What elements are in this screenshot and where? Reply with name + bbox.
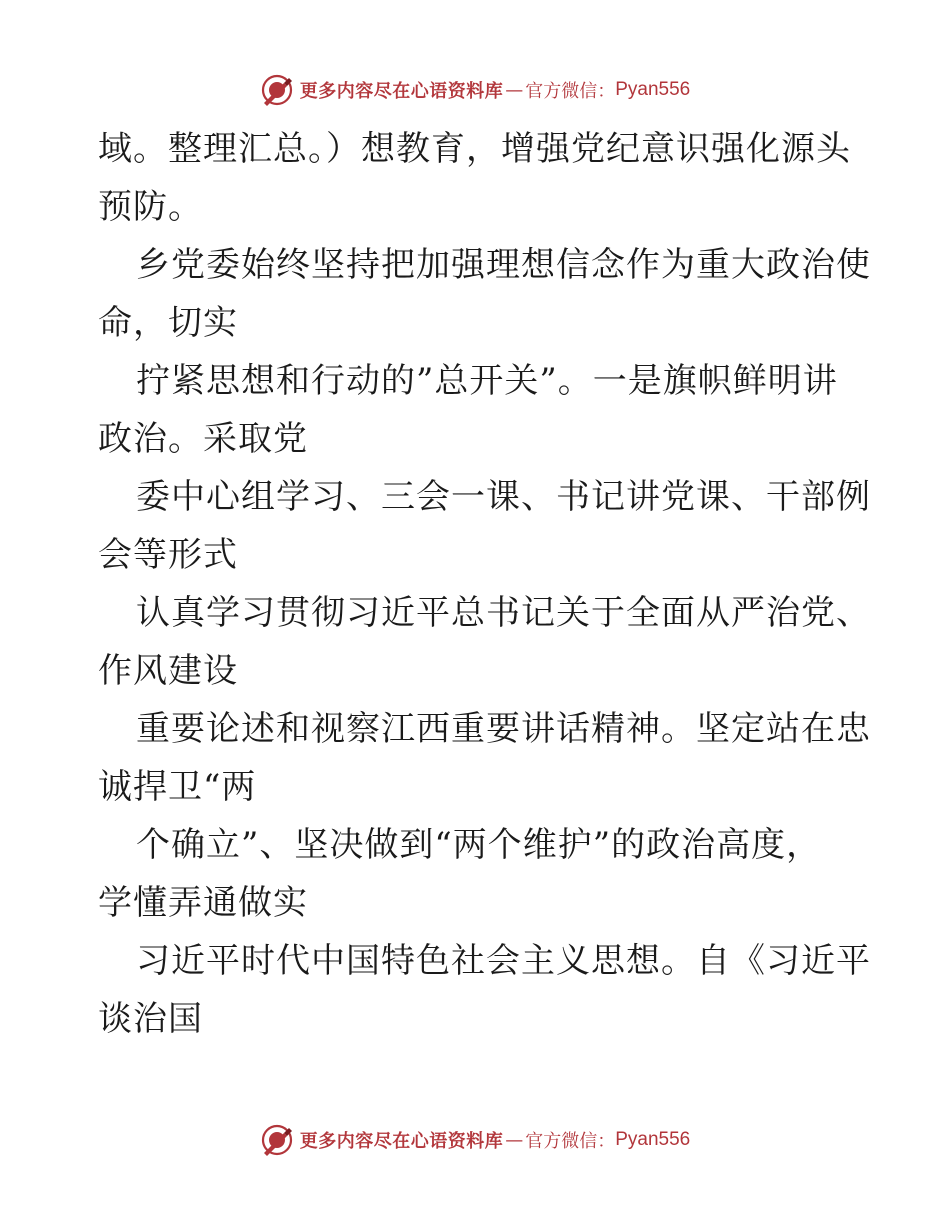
- pen-logo-icon: [260, 1123, 294, 1157]
- brand-separator: —: [505, 79, 524, 101]
- text-line: 重要论述和视察江西重要讲话精神。坚定站在忠: [136, 709, 871, 749]
- text-line: 预防。: [98, 187, 203, 227]
- text-line: 拧紧思想和行动的”总开关”。一是旗帜鲜明讲: [136, 361, 838, 401]
- document-body: [98, 120, 871, 1048]
- text-line: 委中心组学习、三会一课、书记讲党课、干部例: [136, 477, 871, 517]
- brand-text: 更多内容尽在心语资料库: [299, 81, 504, 102]
- text-line: 作风建设: [98, 651, 238, 691]
- wechat-id: Pyan556: [615, 79, 691, 100]
- text-line: 个确立”、坚决做到“两个维护”的政治高度，: [136, 825, 822, 865]
- text-line: 乡党委始终坚持把加强理想信念作为重大政治使: [136, 245, 871, 285]
- header-banner: [0, 70, 950, 110]
- official-wechat-label: 官方微信：: [525, 1131, 616, 1152]
- text-line: 诚捍卫“两: [98, 767, 257, 807]
- text-line: 学懂弄通做实: [98, 883, 308, 923]
- official-wechat-label: 官方微信：: [525, 81, 616, 102]
- text-line: 命，切实: [98, 303, 238, 343]
- pen-logo-icon: [260, 73, 294, 107]
- footer-banner: [0, 1120, 950, 1160]
- text-line: 域。整理汇总。）想教育，增强党纪意识强化源头: [98, 129, 851, 169]
- text-line: 会等形式: [98, 535, 238, 575]
- wechat-id: Pyan556: [615, 1129, 691, 1150]
- text-line: 习近平时代中国特色社会主义思想。自《习近平: [136, 941, 871, 981]
- text-line: 谈治国: [98, 999, 203, 1039]
- text-line: 政治。采取党: [98, 419, 308, 459]
- text-line: 认真学习贯彻习近平总书记关于全面从严治党、: [136, 593, 871, 633]
- brand-separator: —: [505, 1129, 524, 1151]
- brand-text: 更多内容尽在心语资料库: [299, 1131, 504, 1152]
